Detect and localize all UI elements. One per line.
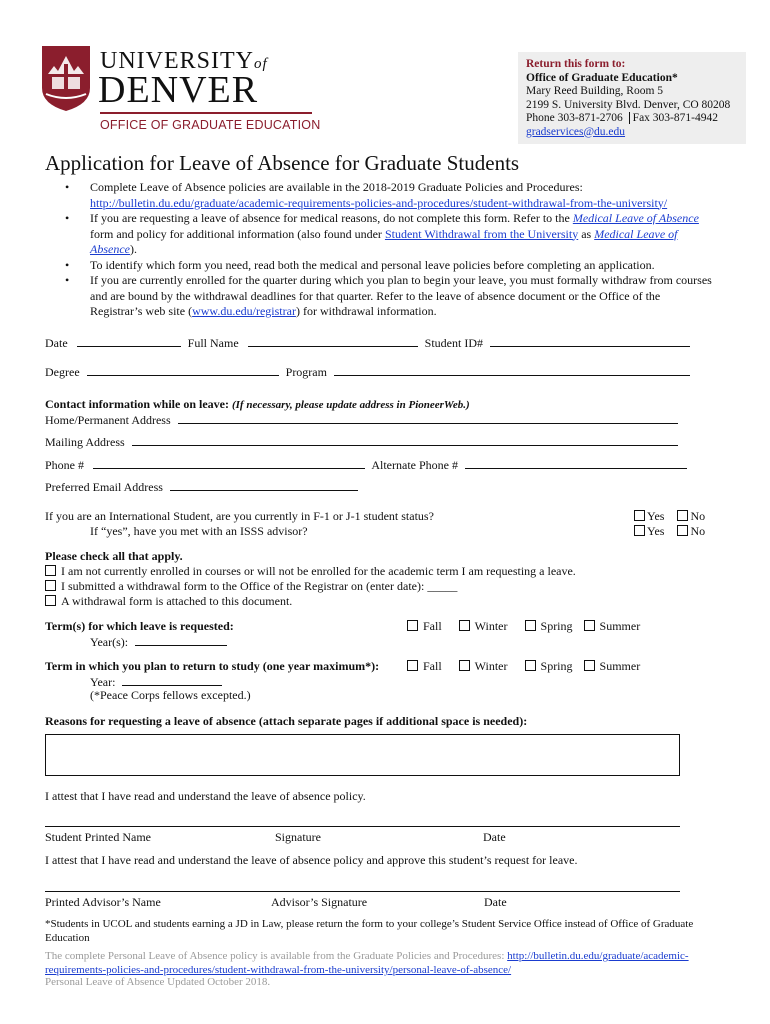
return-spring-checkbox[interactable] — [525, 660, 536, 671]
student-signature-label: Signature — [275, 830, 321, 844]
program-field[interactable] — [334, 364, 690, 376]
years-field[interactable] — [135, 634, 227, 646]
f1-yes-checkbox[interactable] — [634, 510, 645, 521]
student-date-label: Date — [483, 830, 506, 844]
return-fax: Fax 303-871-4942 — [632, 112, 718, 124]
advisor-date-label: Date — [484, 895, 507, 909]
date-field[interactable] — [77, 335, 181, 347]
logo-university: UNIVERSITY — [100, 48, 254, 74]
return-email-link[interactable]: gradservices@du.edu — [526, 125, 626, 138]
logo-of: of — [254, 56, 268, 72]
leave-spring-checkbox[interactable] — [525, 620, 536, 631]
contact-note: (If necessary, please update address in PioneerWeb.) — [231, 399, 470, 411]
alt-phone-label: Alternate Phone # — [371, 458, 458, 472]
check-all-heading: Please check all that apply. — [45, 549, 183, 563]
degree-field[interactable] — [87, 364, 279, 376]
alt-phone-field[interactable] — [465, 457, 687, 469]
email-label: Preferred Email Address — [45, 480, 163, 494]
full-name-label: Full Name — [187, 336, 239, 350]
leave-fall-checkbox[interactable] — [407, 620, 418, 631]
personal-leave-policy-link[interactable]: http://bulletin.du.edu/graduate/academic-requirements-policies-and-procedures/student-withdrawal-from-the-university/personal-leave-of-absence/ — [45, 950, 689, 976]
list-item: • Complete Leave of Absence policies are available in the 2018-2019 Graduate Policies and Procedures: http://bulletin.du.edu/graduate/academic-requirements-policies-and-procedures/student-withdrawal-from-the-university/ — [45, 180, 715, 211]
logo-denver: DENVER — [98, 69, 259, 111]
mailing-address-label: Mailing Address — [45, 435, 125, 449]
return-phone-fax — [526, 112, 746, 126]
contact-heading: Contact information while on leave: — [45, 397, 229, 411]
student-signature-line[interactable] — [45, 826, 680, 827]
home-address-field[interactable] — [178, 412, 678, 424]
phone-label: Phone # — [45, 458, 84, 472]
medical-leave-link-2[interactable]: Medical Leave of Absence — [90, 226, 678, 256]
email-field[interactable] — [170, 479, 358, 491]
not-enrolled-checkbox[interactable] — [45, 565, 56, 576]
return-winter-checkbox[interactable] — [459, 660, 470, 671]
leave-term-label: Term(s) for which leave is requested: — [45, 619, 234, 633]
degree-label: Degree — [45, 365, 80, 379]
return-address: 2199 S. University Blvd. Denver, CO 80208 — [526, 98, 731, 111]
leave-summer-checkbox[interactable] — [584, 620, 595, 631]
student-id-field[interactable] — [490, 335, 690, 347]
full-name-field[interactable] — [248, 335, 418, 347]
date-label: Date — [45, 336, 68, 350]
peace-corps-note: (*Peace Corps fellows excepted.) — [90, 688, 251, 702]
list-item: • To identify which form you need, read both the medical and personal leave policies before completing an application. — [45, 258, 715, 274]
advisor-signature-label: Advisor’s Signature — [271, 895, 368, 909]
isss-no-checkbox[interactable] — [677, 525, 688, 536]
logo-divider — [100, 112, 312, 114]
international-q1: If you are an International Student, are you currently in F-1 or J-1 student status? — [45, 509, 434, 523]
seal-icon — [40, 44, 92, 112]
return-heading: Return this form to: — [526, 58, 626, 70]
mailing-address-field[interactable] — [132, 434, 678, 446]
updated-note: Personal Leave of Absence Updated October 2018. — [45, 976, 271, 988]
return-box — [518, 52, 746, 144]
advisor-signature-line[interactable] — [45, 891, 680, 892]
bulletin-link[interactable]: http://bulletin.du.edu/graduate/academic-requirements-policies-and-procedures/student-withdrawal-from-the-university/ — [90, 195, 668, 210]
ucol-footnote: *Students in UCOL and students earning a JD in Law, please return the form to your college’s Student Service Office instead of Office of Graduate Education — [45, 918, 694, 944]
phone-field[interactable] — [93, 457, 365, 469]
student-name-label: Student Printed Name — [45, 830, 151, 844]
reasons-label: Reasons for requesting a leave of absence (attach separate pages if additional space is needed): — [45, 714, 528, 728]
program-label: Program — [285, 365, 327, 379]
withdrawal-attached-checkbox[interactable] — [45, 595, 56, 606]
university-logo — [40, 44, 320, 140]
return-building: Mary Reed Building, Room 5 — [526, 85, 664, 97]
isss-yes-checkbox[interactable] — [634, 525, 645, 536]
international-q2: If “yes”, have you met with an ISSS advisor? — [90, 524, 308, 538]
return-phone: Phone 303-871-2706 — [526, 112, 623, 124]
f1-no-checkbox[interactable] — [677, 510, 688, 521]
instruction-list — [45, 180, 715, 320]
home-address-label: Home/Permanent Address — [45, 413, 171, 427]
student-withdrawal-link[interactable]: Student Withdrawal from the University — [384, 226, 579, 241]
attest-statement-advisor: I attest that I have read and understand the leave of absence policy and approve this student’s request for leave. — [45, 853, 578, 867]
return-summer-checkbox[interactable] — [584, 660, 595, 671]
return-term-label: Term in which you plan to return to study (one year maximum*): — [45, 659, 380, 673]
advisor-name-label: Printed Advisor’s Name — [45, 895, 161, 909]
list-item: • If you are currently enrolled for the quarter during which you plan to begin your leave, you must formally withdraw from courses and are bound by the withdrawal deadlines for that quarter. Refer to the leave of absence document or the Office of the Registrar’s web site (www.du.edu/registrar) for withdrawal information. — [45, 273, 715, 320]
leave-winter-checkbox[interactable] — [459, 620, 470, 631]
policy-footer: The complete Personal Leave of Absence policy is available from the Graduate Policies and Procedures: http://bulletin.du.edu/graduate/academic-requirements-policies-and-procedures/student-withdrawal-from-the-university/personal-leave-of-absence/ — [45, 950, 689, 976]
registrar-link[interactable]: www.du.edu/registrar — [192, 304, 296, 318]
logo-dept: OFFICE OF GRADUATE EDUCATION — [100, 118, 321, 132]
return-fall-checkbox[interactable] — [407, 660, 418, 671]
list-item: • If you are requesting a leave of absence for medical reasons, do not complete this form. Refer to the Medical Leave of Absence form and policy for additional information (also found under Student Withdrawal from the University as Medical Leave of Absence). — [45, 211, 715, 258]
years-label: Year(s): — [90, 635, 129, 649]
page-title: Application for Leave of Absence for Graduate Students — [45, 151, 520, 175]
student-id-label: Student ID# — [424, 336, 483, 350]
medical-leave-link[interactable]: Medical Leave of Absence — [572, 211, 699, 225]
year-field[interactable] — [122, 674, 222, 686]
year-label: Year: — [90, 675, 116, 689]
reasons-textarea[interactable] — [45, 734, 680, 776]
attest-statement-student: I attest that I have read and understand the leave of absence policy. — [45, 789, 366, 803]
return-office: Office of Graduate Education* — [526, 71, 678, 84]
withdrawal-submitted-checkbox[interactable] — [45, 580, 56, 591]
